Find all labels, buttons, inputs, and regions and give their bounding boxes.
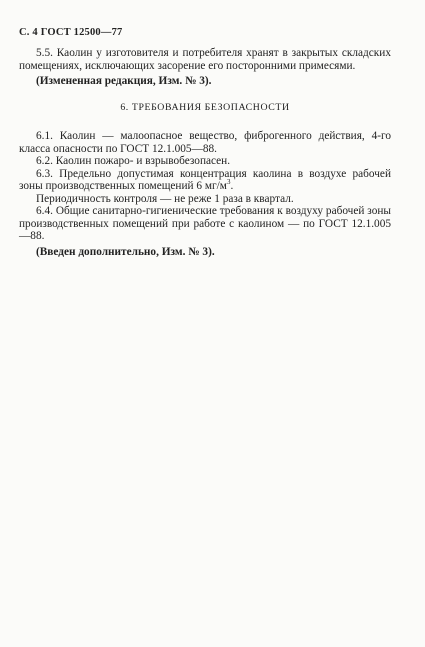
paragraph-6-2: 6.2. Каолин пожаро- и взрывобезопасен. (36, 155, 231, 167)
page-header: С. 4 ГОСТ 12500—77 (19, 27, 123, 38)
paragraph-6-3-end: . (230, 180, 234, 192)
paragraph-6-3-text: 6.3. Предельно допустимая концентрация каолина в воздухе рабочей зоны производственных помещений 6 мг/м (19, 167, 391, 192)
paragraph-6-3-periodicity: Периодичность контроля — не реже 1 раза в квартал. (36, 192, 294, 205)
amendment-note-2: (Введен дополнительно, Изм. № 3). (36, 245, 215, 258)
section-6-title: 6. ТРЕБОВАНИЯ БЕЗОПАСНОСТИ (120, 101, 290, 113)
paragraph-6-4: 6.4. Общие санитарно-гигиенические требования к воздуху рабочей зоны производственных помещений при работе с каолином — по ГОСТ 12.1.005—88. (19, 205, 391, 242)
document-body (19, 47, 391, 258)
paragraph-6-1: 6.1. Каолин — малоопасное вещество, фиброгенного действия, 4-го класса опасности по ГОСТ 12.1.005—88. (19, 130, 391, 155)
superscript-3: 3 (226, 178, 231, 187)
paragraph-5-5: 5.5. Каолин у изготовителя и потребителя хранят в закрытых складских помещениях, исключающих засорение его посторонними примесями. (19, 47, 391, 72)
paragraph-6-3 (19, 168, 391, 193)
amendment-note-1: (Измененная редакция, Изм. № 3). (36, 75, 212, 87)
